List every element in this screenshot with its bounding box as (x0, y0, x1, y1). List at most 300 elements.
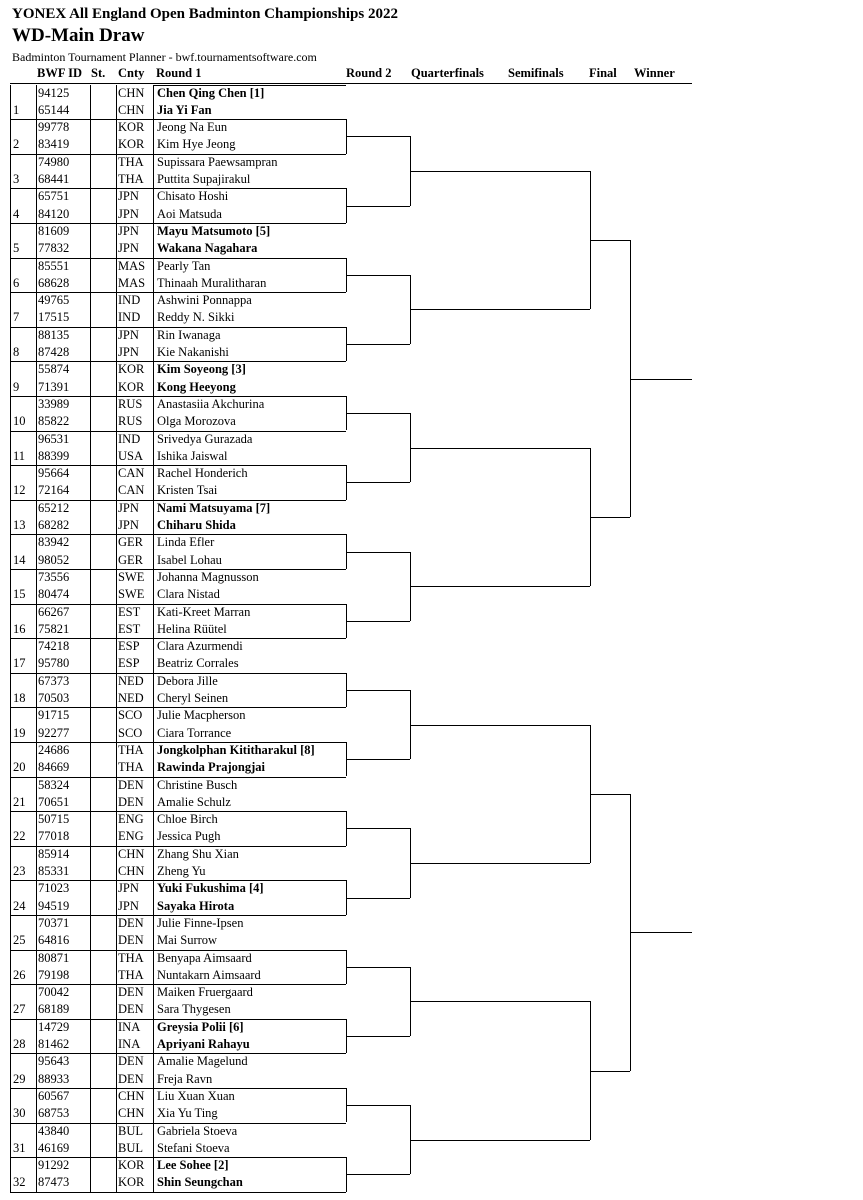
round1-line (153, 984, 346, 985)
bwf-id: 85822 (38, 414, 70, 429)
bwf-id: 24686 (38, 742, 70, 757)
round2-winner-line (346, 413, 410, 414)
player-name: Rawinda Prajongjai (157, 760, 265, 775)
round1-line (153, 292, 346, 293)
country-code: JPN (118, 223, 139, 238)
player-name: Linda Efler (157, 535, 215, 550)
player-name: Olga Morozova (157, 414, 236, 429)
bwf-id: 50715 (38, 812, 70, 827)
header-country: Cnty (118, 66, 145, 80)
player-name: Johanna Magnusson (157, 569, 259, 584)
country-code: THA (118, 760, 144, 775)
country-code: GER (118, 552, 143, 567)
player-name: Cheryl Seinen (157, 691, 229, 705)
player-name: Gabriela Stoeva (157, 1123, 238, 1138)
country-code: ENG (118, 812, 144, 827)
player-name: Beatriz Corrales (157, 656, 239, 671)
bwf-id: 84669 (38, 760, 70, 775)
country-code: DEN (118, 777, 144, 792)
round1-line (153, 777, 346, 778)
bwf-id: 77018 (38, 829, 70, 844)
country-code: SCO (118, 708, 143, 723)
country-code: ENG (118, 829, 144, 844)
draw-number: 27 (13, 1002, 26, 1017)
round1-line (153, 950, 346, 951)
round2-winner-line (346, 482, 410, 483)
bwf-id: 77832 (38, 241, 70, 256)
player-name: Clara Nistad (157, 587, 220, 602)
player-name: Thinaah Muralitharan (157, 275, 267, 290)
country-code: CHN (118, 1106, 145, 1121)
draw-number: 25 (13, 933, 26, 948)
bwf-id: 98052 (38, 552, 70, 567)
player-name: Clara Azurmendi (157, 639, 243, 654)
country-code: DEN (118, 1054, 144, 1069)
country-code: SWE (118, 569, 145, 584)
draw-number: 5 (13, 241, 20, 256)
round2-winner-line (346, 828, 410, 829)
country-code: THA (118, 950, 144, 965)
draw-number: 14 (13, 552, 26, 567)
player-name: Isabel Lohau (157, 552, 222, 567)
player-name: Kong Heeyong (157, 379, 236, 394)
header-winner: Winner (634, 66, 675, 80)
bwf-id: 70371 (38, 915, 70, 930)
country-code: THA (118, 967, 144, 982)
country-code: EST (118, 621, 141, 636)
semifinal-winner-line (590, 794, 630, 795)
player-name: Ciara Torrance (157, 725, 232, 740)
bwf-id: 95664 (38, 466, 70, 481)
round2-winner-line (346, 898, 410, 899)
bwf-id: 87473 (38, 1175, 70, 1190)
round1-line (153, 846, 346, 847)
bwf-id: 68189 (38, 1002, 70, 1017)
country-code: IND (118, 310, 141, 325)
country-code: MAS (118, 258, 146, 273)
player-name: Amalie Magelund (157, 1054, 248, 1069)
draw-number: 28 (13, 1037, 26, 1051)
bwf-id: 95643 (38, 1054, 70, 1069)
bwf-id: 80871 (38, 950, 70, 965)
round1-line (153, 1123, 346, 1124)
round2-winner-line (346, 552, 410, 553)
draw-number: 2 (13, 137, 20, 152)
country-code: JPN (118, 500, 139, 515)
round1-line (153, 534, 346, 535)
quarterfinal-winner-line (410, 171, 590, 172)
draw-number: 10 (13, 414, 26, 429)
bwf-id: 91715 (38, 708, 70, 723)
country-code: IND (118, 293, 141, 308)
country-code: CHN (118, 846, 145, 861)
player-name: Kati-Kreet Marran (157, 604, 251, 619)
bwf-id: 74980 (38, 154, 70, 169)
country-code: CAN (118, 483, 145, 498)
round1-line (153, 880, 346, 881)
draw-number: 32 (13, 1175, 26, 1190)
bwf-id: 83419 (38, 137, 70, 152)
round1-line (153, 569, 346, 570)
round1-line (153, 465, 346, 466)
draw-number: 15 (13, 587, 26, 602)
player-name: Julie Finne-Ipsen (157, 915, 244, 930)
player-name: Chiharu Shida (157, 518, 236, 532)
round1-line (153, 188, 346, 189)
draw-number: 6 (13, 275, 20, 290)
round2-winner-line (346, 759, 410, 760)
country-code: BUL (118, 1140, 143, 1155)
player-name: Apriyani Rahayu (157, 1037, 250, 1051)
player-name: Chen Qing Chen [1] (157, 85, 265, 100)
draw-title: WD-Main Draw (12, 25, 145, 46)
country-code: INA (118, 1037, 141, 1051)
player-name: Kim Hye Jeong (157, 137, 236, 152)
player-name: Jia Yi Fan (157, 102, 212, 117)
bwf-id: 94125 (38, 85, 70, 100)
round1-line (153, 1053, 346, 1054)
country-code: DEN (118, 794, 144, 809)
bwf-id: 99778 (38, 120, 70, 135)
country-code: SWE (118, 587, 145, 602)
country-code: DEN (118, 1071, 144, 1086)
player-name: Amalie Schulz (157, 794, 231, 809)
semifinal-winner-line (590, 517, 630, 518)
bwf-id: 81609 (38, 223, 70, 238)
player-name: Greysia Polii [6] (157, 1019, 244, 1034)
draw-number: 7 (13, 310, 20, 325)
country-code: KOR (118, 362, 145, 377)
round1-line (153, 1192, 346, 1193)
bwf-id: 87428 (38, 345, 70, 359)
draw-number: 30 (13, 1106, 26, 1121)
quarterfinal-winner-line (410, 448, 590, 449)
round2-winner-line (346, 136, 410, 137)
round2-winner-line (346, 1174, 410, 1175)
country-code: DEN (118, 1002, 144, 1017)
bwf-id: 17515 (38, 310, 70, 325)
draw-number: 13 (13, 518, 26, 532)
round2-winner-line (346, 275, 410, 276)
country-code: MAS (118, 275, 146, 290)
country-code: ESP (118, 656, 140, 671)
bwf-id: 65751 (38, 189, 70, 204)
bwf-id: 67373 (38, 673, 70, 688)
player-name: Shin Seungchan (157, 1175, 243, 1190)
country-code: BUL (118, 1123, 143, 1138)
player-name: Zhang Shu Xian (157, 846, 239, 861)
bwf-id: 55874 (38, 362, 70, 377)
player-name: Liu Xuan Xuan (157, 1088, 235, 1103)
player-name: Helina Rüütel (157, 621, 227, 636)
round1-line (153, 223, 346, 224)
player-name: Kie Nakanishi (157, 345, 229, 359)
country-code: KOR (118, 1158, 145, 1173)
round1-line (153, 1019, 346, 1020)
round1-line (153, 707, 346, 708)
country-code: JPN (118, 206, 139, 221)
quarterfinal-winner-line (410, 1001, 590, 1002)
bwf-id: 75821 (38, 621, 70, 636)
player-name: Rachel Honderich (157, 466, 248, 481)
round1-line (153, 327, 346, 328)
bwf-id: 58324 (38, 777, 70, 792)
country-code: JPN (118, 327, 139, 342)
header-round1: Round 1 (156, 66, 202, 80)
bwf-id: 60567 (38, 1088, 70, 1103)
quarterfinal-winner-line (410, 725, 590, 726)
round1-line (153, 1157, 346, 1158)
header-round2: Round 2 (346, 66, 392, 80)
player-name: Mai Surrow (157, 933, 218, 948)
draw-number: 4 (13, 206, 20, 221)
round2-winner-line (346, 344, 410, 345)
country-code: USA (118, 448, 144, 463)
bwf-id: 70042 (38, 985, 70, 1000)
player-name: Jeong Na Eun (157, 120, 228, 135)
draw-number: 24 (13, 898, 26, 913)
bwf-id: 49765 (38, 293, 70, 308)
bwf-id: 88399 (38, 448, 70, 463)
player-name: Wakana Nagahara (157, 241, 258, 256)
player-name: Sayaka Hirota (157, 898, 235, 913)
country-code: INA (118, 1019, 141, 1034)
player-name: Ashwini Ponnappa (157, 293, 252, 308)
round1-line (153, 361, 346, 362)
player-name: Debora Jille (157, 673, 218, 688)
player-name: Zheng Yu (157, 864, 206, 878)
country-code: KOR (118, 379, 145, 394)
draw-number: 29 (13, 1071, 26, 1086)
player-name: Supissara Paewsampran (157, 154, 278, 169)
player-name: Julie Macpherson (157, 708, 246, 723)
player-name: Jessica Pugh (157, 829, 221, 844)
bwf-id: 85551 (38, 258, 70, 273)
bwf-id: 65212 (38, 500, 70, 515)
player-name: Yuki Fukushima [4] (157, 881, 264, 896)
country-code: ESP (118, 639, 140, 654)
player-name: Chisato Hoshi (157, 189, 229, 204)
quarterfinal-winner-line (410, 309, 590, 310)
player-name: Pearly Tan (157, 258, 211, 273)
draw-number: 22 (13, 829, 26, 844)
round1-line (153, 500, 346, 501)
country-code: KOR (118, 137, 145, 152)
draw-number: 3 (13, 172, 20, 186)
round1-line (153, 915, 346, 916)
player-name: Kim Soyeong [3] (157, 362, 246, 377)
bwf-id: 92277 (38, 725, 70, 740)
bwf-id: 72164 (38, 483, 70, 498)
country-code: KOR (118, 1175, 145, 1190)
header-semifinals: Semifinals (508, 66, 564, 80)
country-code: DEN (118, 915, 144, 930)
bwf-id: 70651 (38, 794, 70, 809)
round2-winner-line (346, 967, 410, 968)
country-code: JPN (118, 345, 139, 359)
header-bwf-id: BWF ID (37, 66, 83, 80)
draw-number: 18 (13, 691, 26, 705)
country-code: JPN (118, 898, 139, 913)
draw-number: 12 (13, 483, 26, 498)
bwf-id: 88933 (38, 1071, 70, 1086)
round1-line (153, 119, 346, 120)
bwf-id: 79198 (38, 967, 70, 982)
player-name: Srivedya Gurazada (157, 431, 253, 446)
round1-line (153, 154, 346, 155)
bwf-id: 70503 (38, 691, 70, 705)
bwf-id: 96531 (38, 431, 70, 446)
country-code: THA (118, 154, 144, 169)
country-code: NED (118, 673, 144, 688)
player-name: Stefani Stoeva (157, 1140, 230, 1155)
quarterfinal-winner-line (410, 1140, 590, 1141)
round1-line (153, 85, 346, 86)
bwf-id: 68282 (38, 518, 70, 532)
draw-number: 26 (13, 967, 26, 982)
player-name: Maiken Fruergaard (157, 985, 253, 1000)
draw-number: 16 (13, 621, 26, 636)
pair-separator (10, 1192, 153, 1193)
bwf-id: 94519 (38, 898, 70, 913)
player-name: Mayu Matsumoto [5] (157, 223, 271, 238)
header-final: Final (589, 66, 617, 80)
quarterfinal-winner-line (410, 586, 590, 587)
bwf-id: 73556 (38, 569, 70, 584)
planner-credit: Badminton Tournament Planner - bwf.tournamentsoftware.com (12, 50, 317, 64)
round1-line (153, 396, 346, 397)
draw-number: 31 (13, 1140, 26, 1155)
player-name: Freja Ravn (157, 1071, 213, 1086)
round1-line (153, 811, 346, 812)
bwf-id: 84120 (38, 206, 70, 221)
draw-number: 9 (13, 379, 20, 394)
bwf-id: 68628 (38, 275, 70, 290)
bwf-id: 81462 (38, 1037, 70, 1051)
player-name: Nuntakarn Aimsaard (157, 967, 261, 982)
bwf-id: 71391 (38, 379, 70, 394)
bwf-id: 85331 (38, 864, 70, 878)
bwf-id: 80474 (38, 587, 70, 602)
country-code: GER (118, 535, 143, 550)
round1-line (153, 638, 346, 639)
player-name: Nami Matsuyama [7] (157, 500, 271, 515)
bwf-id: 68753 (38, 1106, 70, 1121)
draw-number: 19 (13, 725, 26, 740)
country-code: CHN (118, 102, 145, 117)
player-name: Chloe Birch (157, 812, 218, 827)
country-code: IND (118, 431, 141, 446)
country-code: CHN (118, 85, 145, 100)
draw-number: 1 (13, 102, 20, 117)
champion-line (630, 932, 692, 933)
bwf-id: 64816 (38, 933, 70, 948)
round1-line (153, 673, 346, 674)
country-code: NED (118, 691, 144, 705)
player-name: Lee Sohee [2] (157, 1158, 229, 1173)
bwf-id: 83942 (38, 535, 70, 550)
bwf-id: 66267 (38, 604, 70, 619)
player-name: Benyapa Aimsaard (157, 950, 252, 965)
bwf-id: 43840 (38, 1123, 70, 1138)
bwf-id: 68441 (38, 172, 70, 186)
round1-line (153, 604, 346, 605)
country-code: THA (118, 172, 144, 186)
round1-line (153, 1088, 346, 1089)
round2-winner-line (346, 690, 410, 691)
bwf-id: 91292 (38, 1158, 70, 1173)
country-code: DEN (118, 985, 144, 1000)
country-code: SCO (118, 725, 143, 740)
country-code: JPN (118, 241, 139, 256)
round1-line (153, 258, 346, 259)
player-name: Ishika Jaiswal (157, 448, 228, 463)
semifinal-winner-line (590, 1071, 630, 1072)
player-name: Aoi Matsuda (157, 206, 222, 221)
round2-winner-line (346, 1105, 410, 1106)
draw-number: 8 (13, 345, 20, 359)
player-name: Reddy N. Sikki (157, 310, 235, 325)
bwf-id: 74218 (38, 639, 70, 654)
country-code: JPN (118, 881, 139, 896)
country-code: DEN (118, 933, 144, 948)
round1-line (153, 431, 346, 432)
bwf-id: 46169 (38, 1140, 70, 1155)
header-quarterfinals: Quarterfinals (411, 66, 484, 80)
player-name: Puttita Supajirakul (157, 172, 251, 186)
draw-number: 21 (13, 794, 26, 809)
draw-number: 11 (13, 448, 26, 463)
bwf-id: 88135 (38, 327, 70, 342)
player-name: Xia Yu Ting (157, 1106, 218, 1121)
country-code: THA (118, 742, 144, 757)
round2-winner-line (346, 621, 410, 622)
round2-winner-line (346, 206, 410, 207)
draw-number: 23 (13, 864, 26, 878)
bwf-id: 95780 (38, 656, 70, 671)
country-code: CHN (118, 1088, 145, 1103)
country-code: EST (118, 604, 141, 619)
country-code: CHN (118, 864, 145, 878)
draw-number: 20 (13, 760, 26, 775)
player-name: Anastasiia Akchurina (157, 396, 265, 411)
country-code: JPN (118, 518, 139, 532)
quarterfinal-winner-line (410, 863, 590, 864)
country-code: KOR (118, 120, 145, 135)
tournament-title: YONEX All England Open Badminton Championships 2022 (12, 6, 398, 22)
player-name: Kristen Tsai (157, 483, 218, 498)
country-code: JPN (118, 189, 139, 204)
round2-winner-line (346, 1036, 410, 1037)
bwf-id: 71023 (38, 881, 70, 896)
player-name: Jongkolphan Kititharakul [8] (157, 742, 315, 757)
player-name: Rin Iwanaga (157, 327, 221, 342)
bwf-id: 65144 (38, 102, 70, 117)
draw-number: 17 (13, 656, 26, 671)
bwf-id: 14729 (38, 1019, 70, 1034)
country-code: RUS (118, 414, 143, 429)
country-code: CAN (118, 466, 145, 481)
player-name: Christine Busch (157, 777, 238, 792)
bwf-id: 85914 (38, 846, 70, 861)
round1-line (153, 742, 346, 743)
player-name: Sara Thygesen (157, 1002, 231, 1017)
bwf-id: 33989 (38, 396, 70, 411)
country-code: RUS (118, 396, 143, 411)
semifinal-winner-line (590, 240, 630, 241)
champion-line (630, 379, 692, 380)
header-status: St. (91, 66, 106, 80)
